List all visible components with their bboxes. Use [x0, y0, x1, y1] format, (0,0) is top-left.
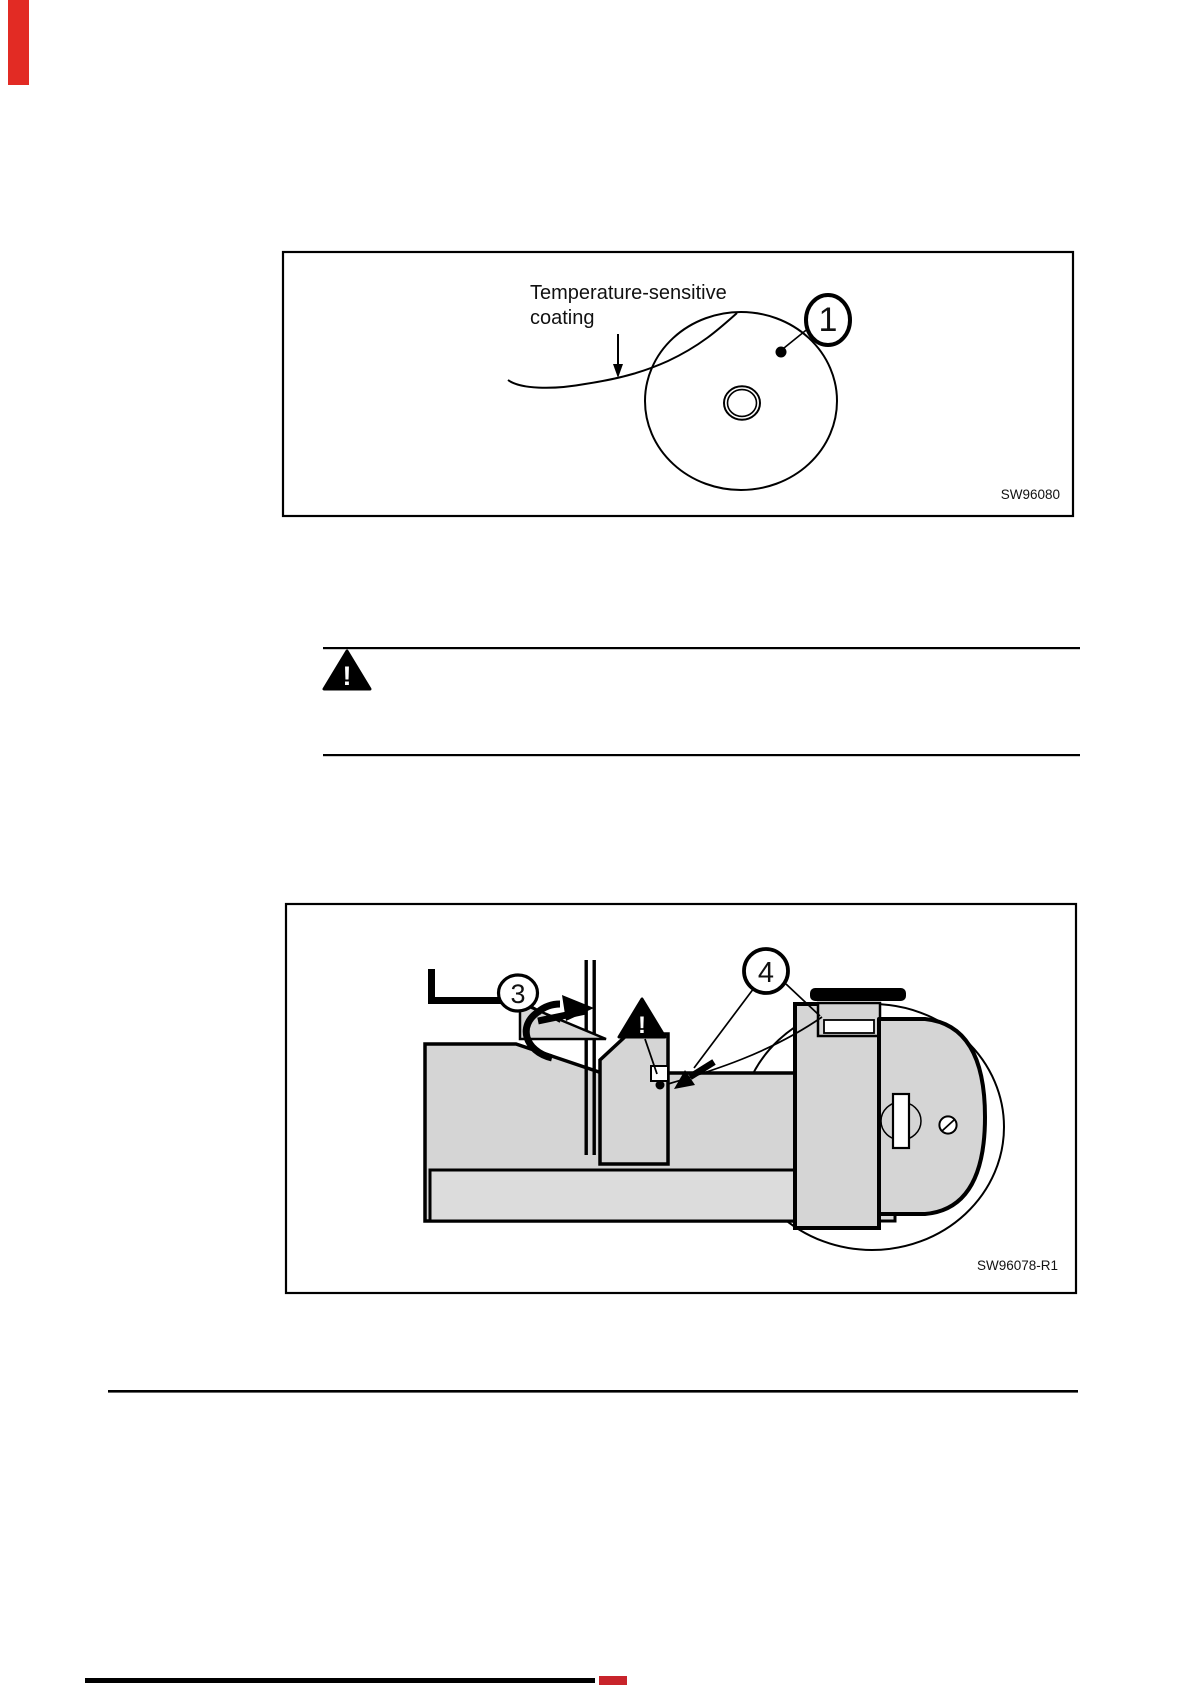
caution-bottom-rule — [323, 754, 1080, 756]
callout-3-number: 3 — [510, 979, 526, 1009]
callout-4-number: 4 — [757, 957, 775, 989]
nose-slot — [893, 1094, 909, 1148]
paper-entry-dot — [656, 1081, 665, 1090]
temperature-label-line2: coating — [530, 307, 595, 329]
scan-mark-red-top — [8, 0, 29, 85]
warning-exclamation: ! — [342, 661, 352, 691]
paper-guide-slot-right — [593, 960, 596, 1155]
holder-cap — [810, 988, 906, 1001]
bottom-cutoff-bar — [85, 1678, 595, 1683]
temperature-label-line1: Temperature-sensitive — [530, 282, 727, 304]
scan-mark-red-bottom — [599, 1676, 627, 1685]
roll-core-outer — [724, 386, 760, 419]
caution-top-rule — [323, 647, 1080, 649]
paper-entry-notch — [651, 1066, 668, 1081]
footer-rule — [108, 1390, 1078, 1393]
lever-tab — [428, 969, 435, 1000]
printhead-block — [600, 1034, 668, 1164]
rotate-arrow-head-icon — [562, 995, 594, 1021]
figure2-image-id: SW96078-R1 — [976, 1258, 1058, 1273]
roll-holder-block — [795, 1004, 879, 1228]
holder-box-slot — [824, 1020, 874, 1033]
warning-exclamation-2: ! — [638, 1012, 646, 1039]
figure1-image-id: SW96080 — [1000, 487, 1060, 502]
paper-guide-slot-left — [585, 960, 588, 1155]
callout-1-number: 1 — [818, 301, 838, 339]
callout-4-leader-1 — [694, 988, 754, 1068]
